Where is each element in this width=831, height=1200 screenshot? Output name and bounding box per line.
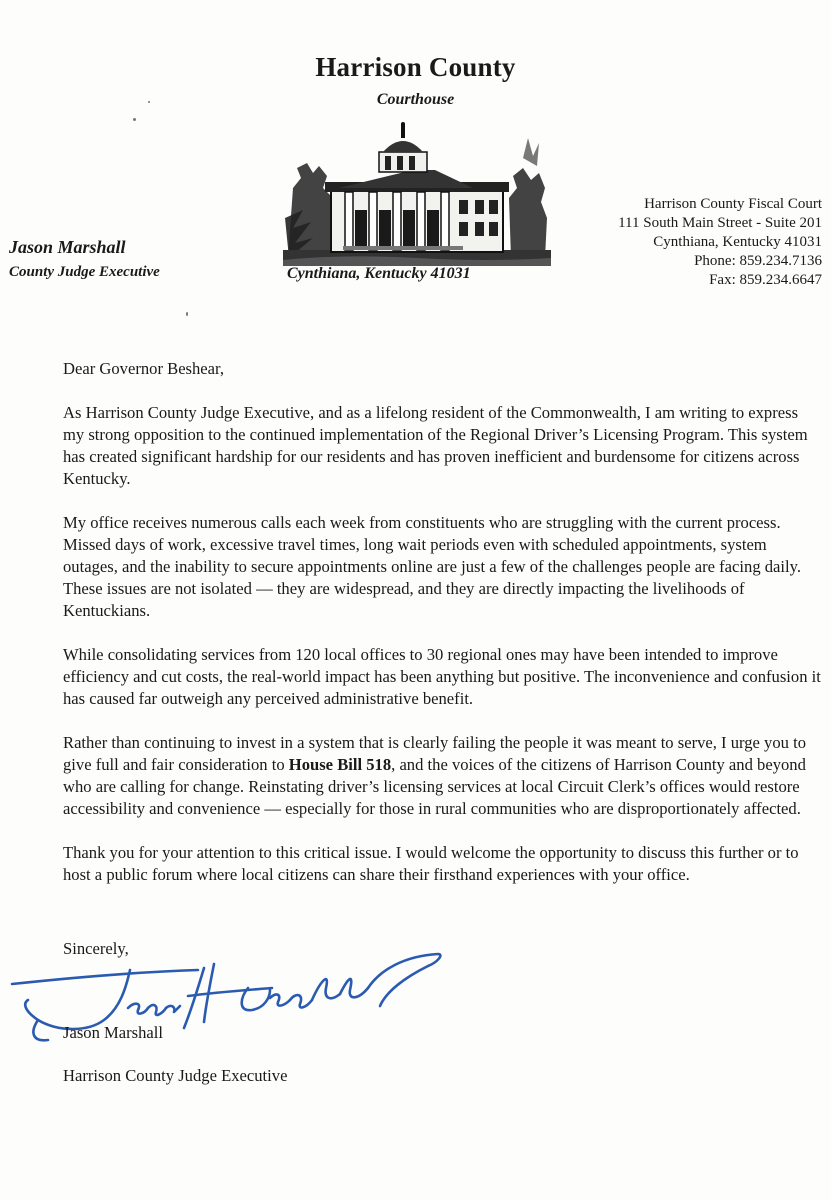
scan-speck [133, 118, 136, 121]
office-address-block [618, 195, 822, 290]
signer-name: Jason Marshall [63, 1023, 164, 1042]
closing: Sincerely, [63, 939, 129, 958]
judge-block [9, 237, 160, 281]
letterhead-city: Cynthiana, Kentucky 41031 [287, 265, 471, 282]
house-bill-reference: House Bill 518 [288, 755, 392, 774]
paragraph-4-start: Rather than continuing to invest in a system that is clearly failing the people it was meant to serve, I urge you to give full and fair consideration to [63, 733, 807, 774]
office-phone: Phone: 859.234.7136 [694, 253, 822, 269]
signer-title: Harrison County Judge Executive [63, 1066, 288, 1085]
office-name: Harrison County Fiscal Court [644, 196, 822, 212]
office-street: 111 South Main Street - Suite 201 [618, 215, 822, 231]
paragraph-5: Thank you for your attention to this critical issue. I would welcome the opportunity to discuss this further or to host a public forum where local citizens can share their firsthand experiences with your office. [63, 843, 799, 884]
letter-body [63, 358, 823, 908]
paragraph-1: As Harrison County Judge Executive, and as a lifelong resident of the Commonwealth, I am writing to express my strong opposition to the continued implementation of the Regional Driver’s Licensing Program. This system has created significant hardship for our residents and has proven inefficient and burdensome for citizens across Kentucky. [63, 403, 808, 488]
letterhead-subtitle: Courthouse [376, 91, 455, 108]
courthouse-illustration [283, 118, 551, 268]
scan-speck [186, 312, 188, 316]
letterhead-title: Harrison County [315, 52, 516, 82]
paragraph-4 [63, 732, 823, 820]
paragraph-3: While consolidating services from 120 local offices to 30 regional ones may have been intended to improve efficiency and cut costs, the real-world impact has been anything but positive. The inconvenience and confusion it has caused far outweigh any perceived administrative benefit. [63, 645, 821, 708]
judge-title: County Judge Executive [9, 264, 160, 280]
office-city: Cynthiana, Kentucky 41031 [653, 234, 822, 250]
scan-speck [148, 101, 150, 103]
salutation: Dear Governor Beshear, [63, 359, 225, 378]
office-fax: Fax: 859.234.6647 [709, 272, 822, 288]
paragraph-4-end: , and the voices of the citizens of Harrison County and beyond who are calling for change. Reinstating driver’s licensing services at local Circuit Clerk’s offices would restore accessibility and convenience — especially for those in rural communities who are disproportionately affected. [63, 755, 806, 818]
paragraph-2: My office receives numerous calls each week from constituents who are struggling with the current process. Missed days of work, excessive travel times, long wait periods even with scheduled appointments, system outages, and the inability to secure appointments online are just a few of the challenges people are facing daily. These issues are not isolated — they are widespread, and they are directly impacting the livelihoods of Kentuckians. [63, 513, 802, 620]
judge-name: Jason Marshall [9, 237, 126, 257]
